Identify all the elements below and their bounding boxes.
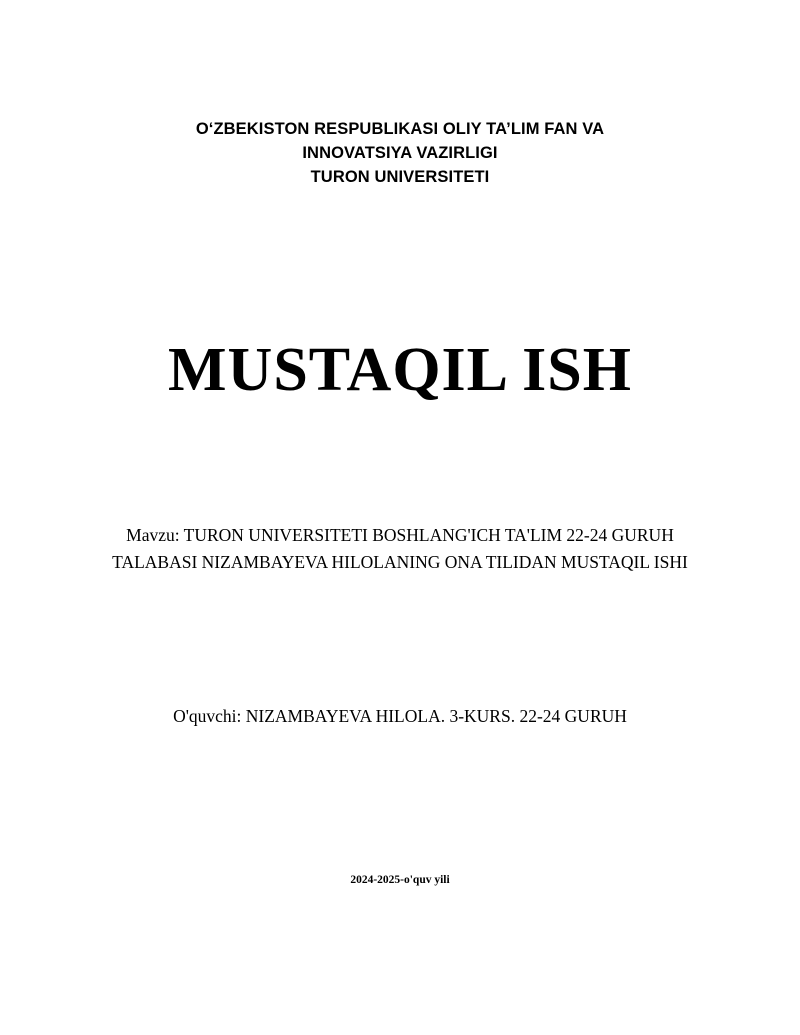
institution-header — [120, 118, 680, 190]
author-text: O'quvchi: NIZAMBAYEVA HILOLA. 3-KURS. 22-24 GURUH — [173, 705, 627, 726]
page-title: MUSTAQIL ISH — [168, 335, 632, 404]
institution-line-1: O‘ZBEKISTON RESPUBLIKASI OLIY TA’LIM FAN VA — [195, 120, 605, 138]
institution-line-2: INNOVATSIYA VAZIRLIGI — [302, 143, 498, 162]
institution-line-3: TURON UNIVERSITETI — [310, 167, 490, 186]
academic-year: 2024-2025-o'quv yili — [350, 874, 450, 887]
subject-text: Mavzu: TURON UNIVERSITETI BOSHLANG'ICH TA'LIM 22-24 GURUH TALABASI NIZAMBAYEVA HILOLANING ONA TILIDAN MUSTAQIL ISHI — [112, 525, 688, 572]
